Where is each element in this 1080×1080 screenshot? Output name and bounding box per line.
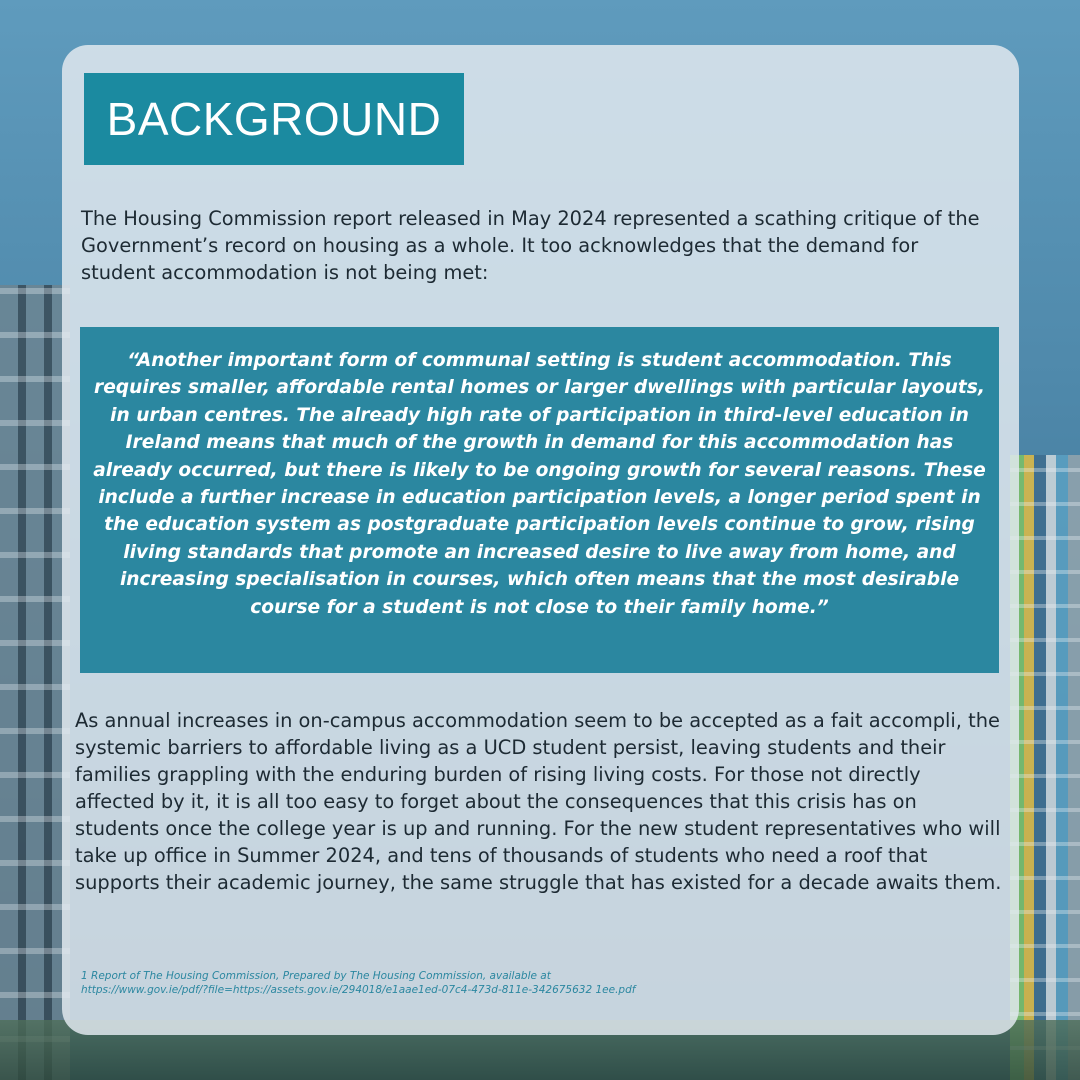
page-title: BACKGROUND — [106, 93, 442, 145]
background-building-left — [0, 285, 70, 1080]
footnote-url: https://www.gov.ie/pdf/?file=https://assets.gov.ie/294018/e1aae1ed-07c4-473d-811e-342675632 1ee.pdf — [81, 984, 636, 996]
footnote — [81, 969, 981, 997]
quote-box — [80, 327, 999, 673]
quote-text: “Another important form of communal setting is student accommodation. This requires smaller, affordable rental homes or larger dwellings with particular layouts, in urban centres. The already high rate of participation in third-level education in Ireland means that much of the growth in demand for this accommodation has already occurred, but there is likely to be ongoing growth for several reasons. These include a further increase in education participation levels, a longer period spent in the education system as postgraduate participation levels continue to grow, rising living standards that promote an increased desire to live away from home, and increasing specialisation in courses, which often means that the most desirable course for a student is not close to their family home.” — [93, 350, 986, 618]
intro-paragraph: The Housing Commission report released in May 2024 represented a scathing critique of the Government’s record on housing as a whole. It too acknowledges that the demand for student accommodation is not being met: — [81, 207, 980, 284]
background-building-right — [1010, 455, 1080, 1080]
footnote-citation: 1 Report of The Housing Commission, Prepared by The Housing Commission, available at — [81, 970, 551, 982]
title-banner — [84, 73, 464, 165]
body-paragraph: As annual increases in on-campus accommodation seem to be accepted as a fait accompli, the systemic barriers to affordable living as a UCD student persist, leaving students and their families grappling with the enduring burden of rising living costs. For those not directly affected by it, it is all too easy to forget about the consequences that this crisis has on students once the college year is up and running. For the new student representatives who will take up office in Summer 2024, and tens of thousands of students who need a roof that supports their academic journey, the same struggle that has existed for a decade awaits them. — [75, 709, 1002, 894]
